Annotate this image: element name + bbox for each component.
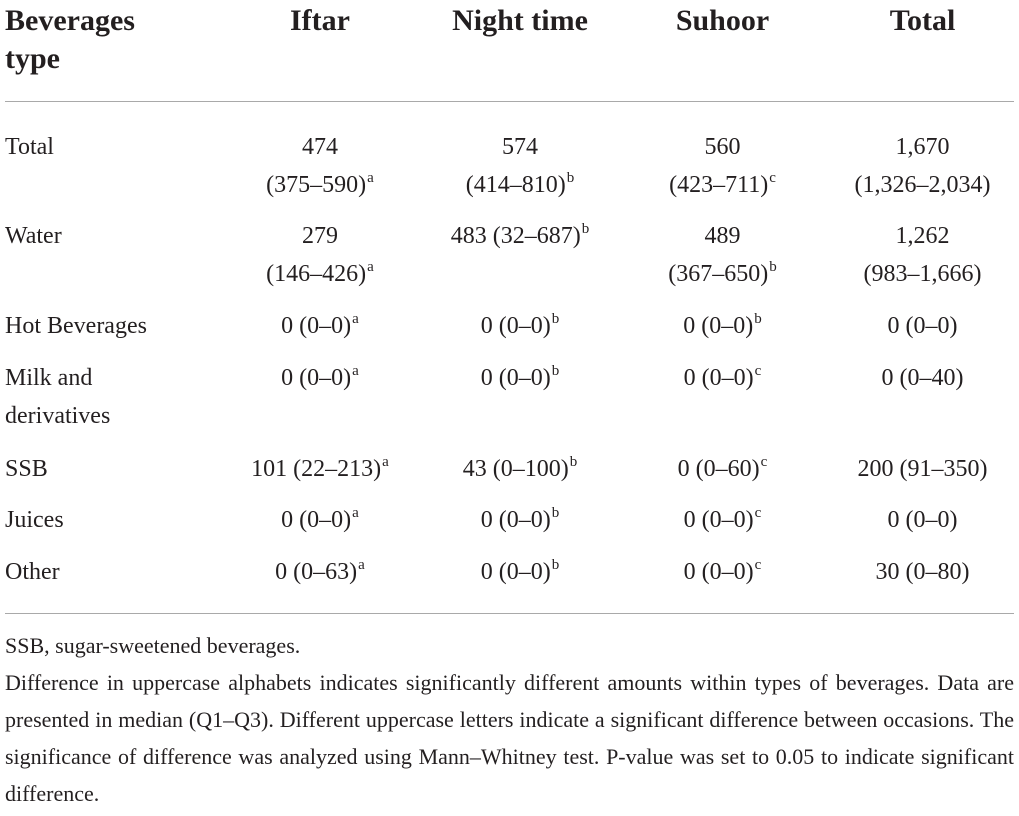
significance-superscript: b bbox=[551, 505, 560, 521]
cell-value: 0 (0–0) bbox=[480, 365, 551, 391]
cell-suhoor bbox=[625, 128, 820, 207]
significance-superscript: c bbox=[754, 505, 762, 521]
cell-iftar bbox=[230, 553, 410, 594]
cell-total bbox=[825, 217, 1019, 293]
cell-total bbox=[825, 501, 1019, 539]
cell-total bbox=[825, 450, 1019, 488]
cell-total bbox=[825, 553, 1019, 591]
cell-range: (983–1,666) bbox=[863, 261, 982, 287]
cell-value: 0 (0–0) bbox=[480, 313, 551, 339]
significance-superscript: c bbox=[754, 363, 762, 379]
cell-suhoor bbox=[625, 450, 820, 491]
cell-value: 0 (0–0) bbox=[683, 559, 754, 585]
cell-value: 0 (0–0) bbox=[887, 507, 958, 533]
cell-night bbox=[420, 307, 620, 348]
header-suhoor: Suhoor bbox=[675, 4, 770, 37]
cell-value: 101 (22–213) bbox=[251, 456, 382, 482]
significance-superscript: a bbox=[367, 259, 374, 275]
cell-night bbox=[420, 359, 620, 400]
cell-value: 1,670 bbox=[895, 134, 950, 160]
cell-range: (414–810) bbox=[465, 172, 566, 198]
cell-iftar bbox=[230, 307, 410, 348]
header-beverages-type bbox=[5, 2, 205, 78]
cell-value: 0 (0–40) bbox=[881, 365, 964, 391]
cell-value: 474 bbox=[302, 134, 338, 160]
cell-suhoor bbox=[625, 359, 820, 400]
cell-value: 30 (0–80) bbox=[875, 559, 970, 585]
cell-value: 0 (0–0) bbox=[480, 559, 551, 585]
cell-range: (146–426) bbox=[266, 261, 367, 287]
cell-value: 0 (0–60) bbox=[677, 456, 760, 482]
cell-night bbox=[420, 450, 620, 491]
cell-suhoor bbox=[625, 217, 820, 296]
significance-superscript: c bbox=[769, 170, 776, 186]
cell-suhoor bbox=[625, 501, 820, 542]
significance-superscript: a bbox=[358, 557, 365, 573]
significance-superscript: b bbox=[551, 311, 560, 327]
significance-superscript: a bbox=[382, 454, 389, 470]
cell-range: (375–590) bbox=[266, 172, 367, 198]
significance-superscript: b bbox=[769, 259, 777, 275]
significance-superscript: c bbox=[754, 557, 762, 573]
cell-night bbox=[420, 501, 620, 542]
cell-night bbox=[420, 553, 620, 594]
significance-superscript: a bbox=[367, 170, 374, 186]
row-label bbox=[5, 128, 225, 166]
significance-superscript: c bbox=[760, 454, 768, 470]
significance-superscript: b bbox=[566, 170, 575, 186]
cell-value: 0 (0–0) bbox=[683, 313, 754, 339]
cell-range: (423–711) bbox=[669, 172, 769, 198]
cell-iftar bbox=[230, 217, 410, 296]
cell-total bbox=[825, 359, 1019, 397]
significance-superscript: b bbox=[551, 363, 560, 379]
header-type-line1: Beverages bbox=[5, 4, 135, 37]
header-night-time: Night time bbox=[452, 4, 588, 37]
footnote-note: Difference in uppercase alphabets indicates significantly different amounts within types of beverages. Data are presented in median (Q1–Q3). Different uppercase letters indicate a significant difference between occasions. The significance of difference was analyzed using Mann–Whitney test. P-value was set to 0.05 to indicate significant difference. bbox=[5, 670, 1014, 806]
row-label-line: Hot Beverages bbox=[5, 313, 147, 339]
cell-value: 1,262 bbox=[895, 223, 950, 249]
cell-suhoor bbox=[625, 307, 820, 348]
cell-night bbox=[420, 217, 620, 258]
cell-value: 560 bbox=[704, 134, 741, 160]
cell-night bbox=[420, 128, 620, 207]
significance-superscript: a bbox=[352, 363, 359, 379]
row-label bbox=[5, 553, 225, 591]
footnote-abbreviation: SSB, sugar-sweetened beverages. bbox=[5, 633, 301, 658]
significance-superscript: b bbox=[551, 557, 560, 573]
cell-range: (367–650) bbox=[668, 261, 769, 287]
cell-value: 0 (0–0) bbox=[683, 507, 754, 533]
significance-superscript: b bbox=[569, 454, 578, 470]
significance-superscript: b bbox=[581, 221, 590, 237]
row-label-line: Juices bbox=[5, 507, 64, 533]
header-total: Total bbox=[889, 4, 956, 37]
row-label-line: Milk and bbox=[5, 365, 93, 391]
cell-iftar bbox=[230, 450, 410, 491]
row-label-line: Other bbox=[5, 559, 60, 585]
table-bottom-rule bbox=[5, 613, 1014, 614]
row-label bbox=[5, 450, 225, 488]
row-label bbox=[5, 307, 225, 345]
row-label-line: derivatives bbox=[5, 403, 111, 429]
cell-iftar bbox=[230, 359, 410, 400]
cell-value: 0 (0–0) bbox=[887, 313, 958, 339]
cell-value: 0 (0–63) bbox=[275, 559, 358, 585]
cell-iftar bbox=[230, 501, 410, 542]
cell-value: 0 (0–0) bbox=[281, 365, 352, 391]
cell-total bbox=[825, 307, 1019, 345]
row-label bbox=[5, 217, 225, 255]
significance-superscript: a bbox=[352, 505, 359, 521]
cell-value: 0 (0–0) bbox=[683, 365, 754, 391]
cell-value: 43 (0–100) bbox=[462, 456, 569, 482]
cell-value: 489 bbox=[704, 223, 741, 249]
cell-value: 0 (0–0) bbox=[480, 507, 551, 533]
cell-value: 200 (91–350) bbox=[857, 456, 988, 482]
cell-range: (1,326–2,034) bbox=[854, 172, 991, 198]
cell-iftar bbox=[230, 128, 410, 207]
row-label bbox=[5, 501, 225, 539]
row-label-line: Total bbox=[5, 134, 54, 160]
significance-superscript: a bbox=[352, 311, 359, 327]
significance-superscript: b bbox=[754, 311, 762, 327]
cell-value: 0 (0–0) bbox=[281, 313, 352, 339]
cell-suhoor bbox=[625, 553, 820, 594]
header-rule bbox=[5, 101, 1014, 102]
header-iftar: Iftar bbox=[290, 4, 350, 37]
cell-value: 574 bbox=[502, 134, 538, 160]
cell-value: 0 (0–0) bbox=[281, 507, 352, 533]
row-label-line: SSB bbox=[5, 456, 48, 482]
header-type-line2: type bbox=[5, 42, 60, 75]
cell-value: 483 (32–687) bbox=[450, 223, 581, 249]
row-label bbox=[5, 359, 225, 435]
row-label-line: Water bbox=[5, 223, 62, 249]
cell-value: 279 bbox=[302, 223, 338, 249]
cell-total bbox=[825, 128, 1019, 204]
